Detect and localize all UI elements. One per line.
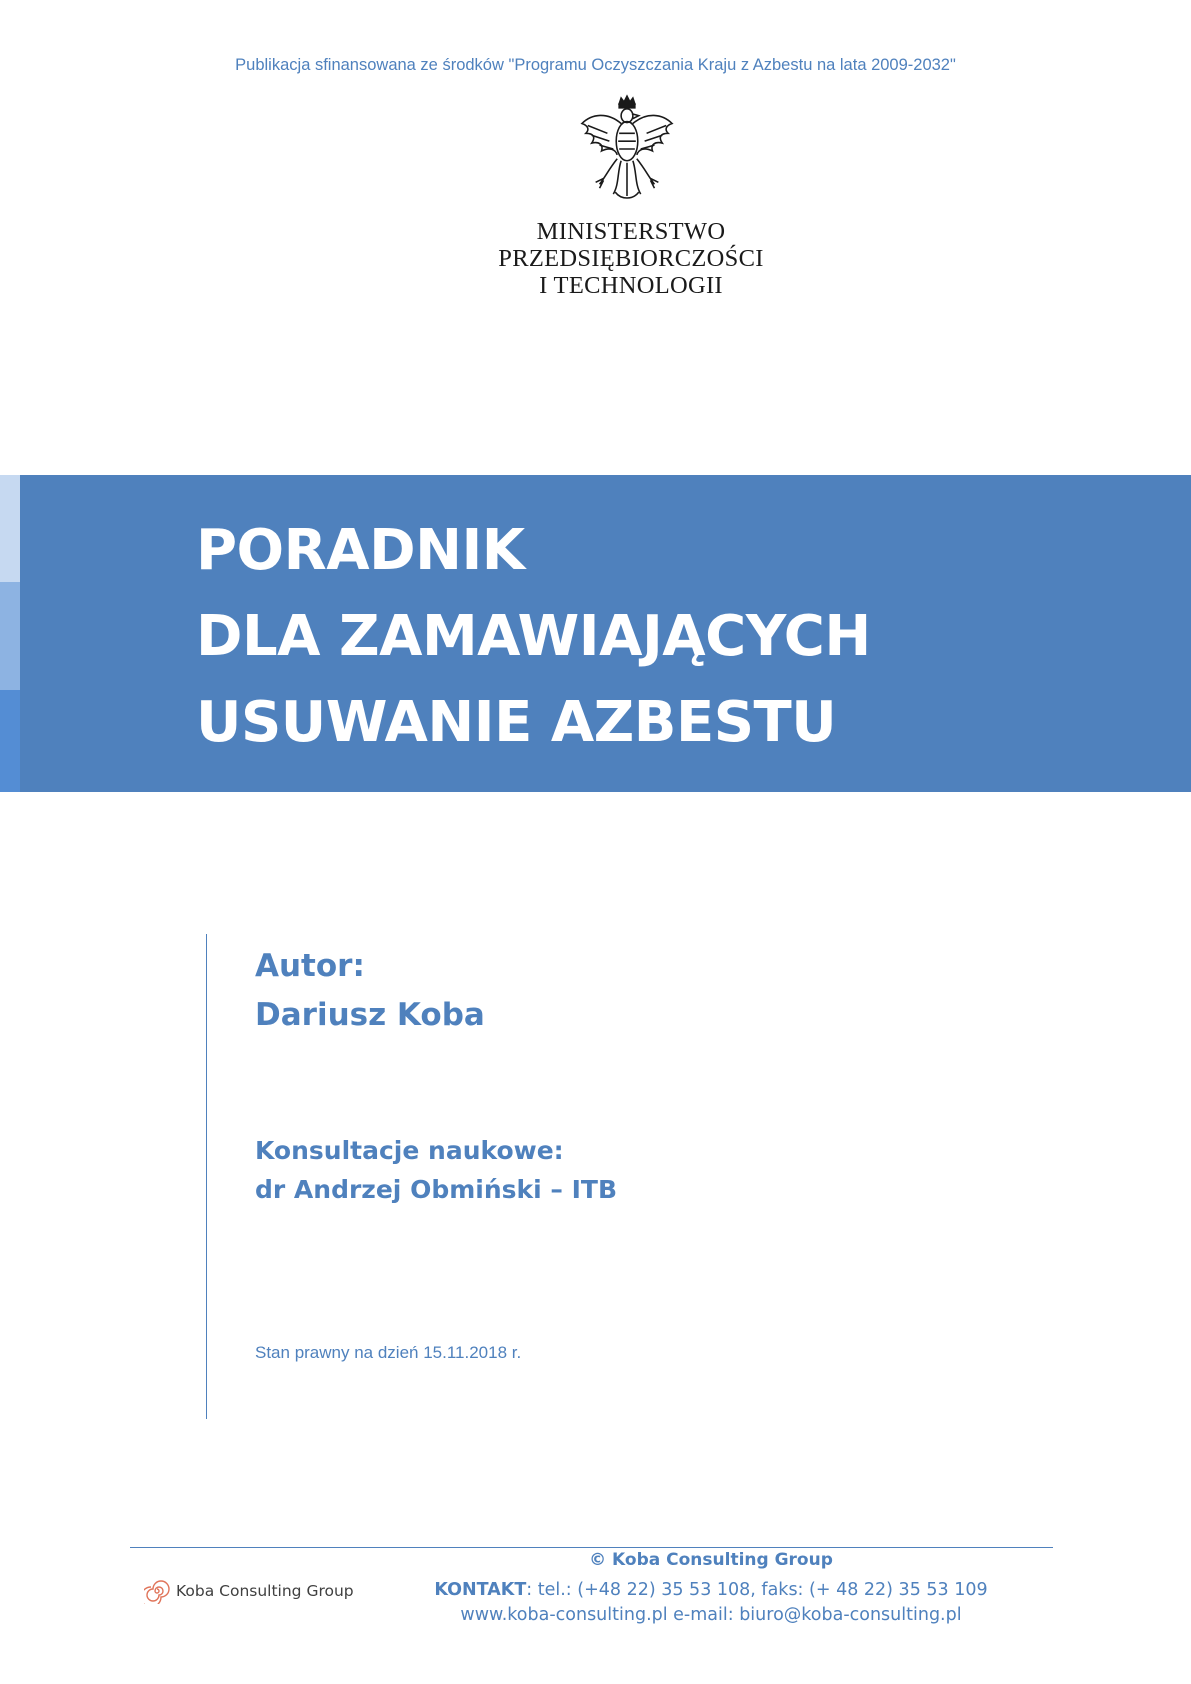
- polish-eagle-emblem-icon: [578, 94, 676, 204]
- title-line-1: PORADNIK: [196, 518, 525, 583]
- title-line-2: DLA ZAMAWIAJĄCYCH: [196, 604, 871, 669]
- contact-details: : tel.: (+48 22) 35 53 108, faks: (+ 48 22) 35 53 109: [526, 1580, 988, 1600]
- logo-text: Koba Consulting Group: [176, 1582, 354, 1600]
- ministry-line-2: PRZEDSIĘBIORCZOŚCI: [498, 245, 764, 272]
- accent-strip-light: [0, 475, 20, 582]
- consultation-name: dr Andrzej Obmiński – ITB: [255, 1175, 618, 1204]
- footer-copyright: © Koba Consulting Group: [589, 1550, 833, 1570]
- footer-divider: [130, 1547, 1053, 1548]
- accent-strip-medium: [0, 582, 20, 690]
- title-line-3: USUWANIE AZBESTU: [196, 690, 837, 755]
- footer-contact: [0, 1580, 1191, 1600]
- accent-strip-dark: [0, 690, 20, 792]
- author-name: Dariusz Koba: [255, 997, 485, 1033]
- funding-note: Publikacja sfinansowana ze środków "Programu Oczyszczania Kraju z Azbestu na lata 2009-2032": [235, 56, 956, 74]
- footer-web-email: www.koba-consulting.pl e-mail: biuro@koba-consulting.pl: [460, 1605, 962, 1625]
- document-title: [196, 508, 871, 766]
- ministry-line-1: MINISTERSTWO: [536, 218, 726, 245]
- ministry-line-3: I TECHNOLOGII: [539, 272, 723, 299]
- credits-divider: [206, 934, 207, 1419]
- legal-status-date: Stan prawny na dzień 15.11.2018 r.: [255, 1343, 522, 1362]
- contact-label: KONTAKT: [434, 1580, 527, 1600]
- author-label: Autor:: [255, 948, 365, 984]
- ministry-name: [0, 218, 1191, 299]
- consultation-label: Konsultacje naukowe:: [255, 1136, 564, 1165]
